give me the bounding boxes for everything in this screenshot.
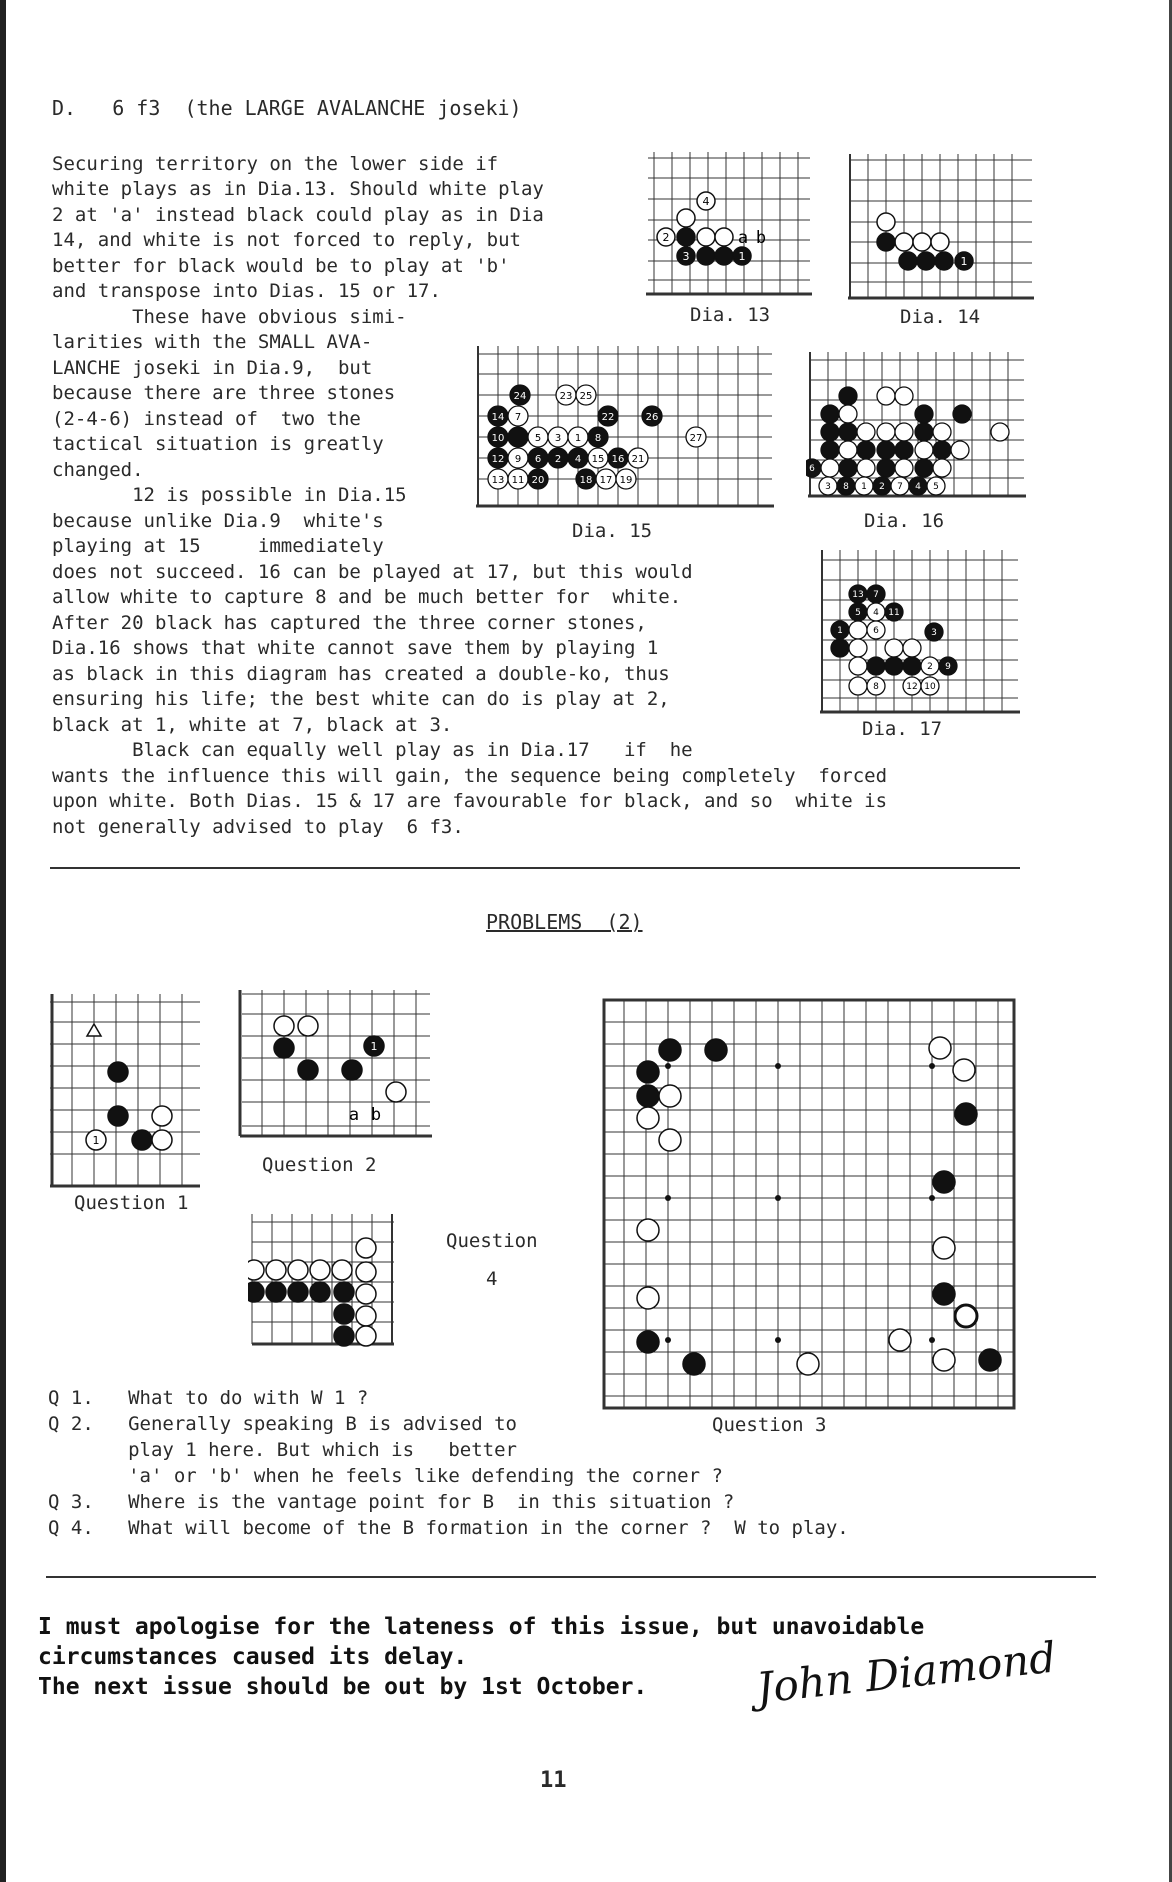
question-caption: 4 xyxy=(486,1268,498,1290)
closing-line: The next issue should be out by 1st October. xyxy=(38,1674,648,1700)
svg-text:23: 23 xyxy=(559,391,573,402)
svg-text:15: 15 xyxy=(591,454,605,465)
svg-text:2: 2 xyxy=(927,662,933,672)
svg-text:7: 7 xyxy=(897,482,903,492)
body-line: Securing territory on the lower side if xyxy=(52,153,499,175)
svg-text:8: 8 xyxy=(843,482,849,492)
body-line: white plays as in Dia.13. Should white play xyxy=(52,178,544,200)
body-line: LANCHE joseki in Dia.9, but xyxy=(52,357,373,379)
svg-text:24: 24 xyxy=(513,391,527,402)
diagram-caption: Dia. 17 xyxy=(862,718,943,740)
question-caption: Question 1 xyxy=(74,1192,189,1214)
body-line: tactical situation is greatly xyxy=(52,433,384,455)
body-line: (2-4-6) instead of two the xyxy=(52,408,361,430)
svg-text:10: 10 xyxy=(924,682,936,692)
body-line: ensuring his life; the best white can do is play at 2, xyxy=(52,688,670,710)
body-line: playing at 15 immediately xyxy=(52,535,384,557)
divider xyxy=(50,867,1020,869)
body-line: allow white to capture 8 and be much better for white. xyxy=(52,586,682,608)
closing-line: I must apologise for the lateness of this issue, but unavoidable xyxy=(38,1614,925,1640)
svg-text:18: 18 xyxy=(579,475,593,486)
body-line: does not succeed. 16 can be played at 17, but this would xyxy=(52,561,693,583)
svg-text:16: 16 xyxy=(611,454,625,465)
body-line: Dia.16 shows that white cannot save them by playing 1 xyxy=(52,637,659,659)
body-line: because unlike Dia.9 white's xyxy=(52,510,384,532)
go-diagram-dia15 xyxy=(474,344,776,514)
body-line: larities with the SMALL AVA- xyxy=(52,331,373,353)
point-label-a: a xyxy=(737,228,749,248)
svg-text:12: 12 xyxy=(491,454,505,465)
closing-line: circumstances caused its delay. xyxy=(38,1644,468,1670)
svg-text:1: 1 xyxy=(738,250,746,263)
svg-text:19: 19 xyxy=(619,475,633,486)
section-heading: D. 6 f3 (the LARGE AVALANCHE joseki) xyxy=(52,96,522,120)
svg-text:2: 2 xyxy=(554,454,562,465)
svg-text:11: 11 xyxy=(511,475,525,486)
divider xyxy=(46,1576,1096,1578)
svg-text:3: 3 xyxy=(825,482,831,492)
svg-text:17: 17 xyxy=(599,475,613,486)
body-line: 2 at 'a' instead black could play as in Dia xyxy=(52,204,544,226)
svg-text:22: 22 xyxy=(601,412,615,423)
question-line: Q 2. Generally speaking B is advised to xyxy=(48,1413,517,1435)
point-label-a: a xyxy=(348,1105,360,1125)
svg-text:5: 5 xyxy=(534,433,542,444)
svg-text:1: 1 xyxy=(92,1134,100,1147)
body-line: wants the influence this will gain, the sequence being completely forced xyxy=(52,765,888,787)
svg-text:8: 8 xyxy=(594,433,602,444)
svg-text:27: 27 xyxy=(689,433,703,444)
svg-text:2: 2 xyxy=(662,231,670,244)
body-line: upon white. Both Dias. 15 & 17 are favourable for black, and so white is xyxy=(52,790,888,812)
go-problem-q2 xyxy=(238,990,434,1140)
svg-text:6: 6 xyxy=(873,626,879,636)
svg-text:4: 4 xyxy=(915,482,921,492)
body-line: 14, and white is not forced to reply, but xyxy=(52,229,521,251)
go-problem-q1 xyxy=(50,994,202,1190)
svg-text:14: 14 xyxy=(491,412,505,423)
svg-text:26: 26 xyxy=(645,412,659,423)
svg-text:7: 7 xyxy=(514,412,522,423)
question-line: Q 3. Where is the vantage point for B in this situation ? xyxy=(48,1491,735,1513)
diagram-caption: Dia. 14 xyxy=(900,306,981,328)
point-label-b: b xyxy=(370,1105,382,1125)
body-line: and transpose into Dias. 15 or 17. xyxy=(52,280,441,302)
body-line: 12 is possible in Dia.15 xyxy=(52,484,407,506)
question-caption: Question 2 xyxy=(262,1154,377,1176)
svg-text:3: 3 xyxy=(931,628,937,638)
signature: John Diamond xyxy=(754,1632,1059,1713)
svg-text:4: 4 xyxy=(574,454,582,465)
body-line: These have obvious simi- xyxy=(52,306,407,328)
svg-text:4: 4 xyxy=(873,608,879,618)
svg-text:21: 21 xyxy=(631,454,645,465)
body-line: because there are three stones xyxy=(52,382,396,404)
svg-text:8: 8 xyxy=(873,682,879,692)
svg-text:1: 1 xyxy=(370,1040,378,1053)
question-line: 'a' or 'b' when he feels like defending the corner ? xyxy=(48,1465,723,1487)
svg-text:25: 25 xyxy=(579,391,593,402)
body-line: as black in this diagram has created a double-ko, thus xyxy=(52,663,670,685)
go-diagram-dia14 xyxy=(846,152,1036,302)
body-line: Black can equally well play as in Dia.17 if he xyxy=(52,739,693,761)
svg-text:1: 1 xyxy=(861,482,867,492)
svg-text:6: 6 xyxy=(809,464,815,474)
svg-text:3: 3 xyxy=(682,250,690,263)
go-problem-q4 xyxy=(248,1214,398,1348)
svg-text:3: 3 xyxy=(554,433,562,444)
go-diagram-dia17 xyxy=(818,546,1022,716)
go-diagram-dia13 xyxy=(644,150,814,298)
body-line: After 20 black has captured the three corner stones, xyxy=(52,612,647,634)
svg-text:5: 5 xyxy=(933,482,939,492)
diagram-caption: Dia. 16 xyxy=(864,510,945,532)
diagram-caption: Dia. 15 xyxy=(572,520,653,542)
page-number: 11 xyxy=(540,1768,567,1793)
svg-text:1: 1 xyxy=(960,255,968,268)
body-line: not generally advised to play 6 f3. xyxy=(52,816,464,838)
question-line: play 1 here. But which is better xyxy=(48,1439,517,1461)
svg-text:4: 4 xyxy=(702,195,710,208)
question-caption: Question xyxy=(446,1230,538,1252)
svg-text:9: 9 xyxy=(945,662,951,672)
svg-text:12: 12 xyxy=(906,682,918,692)
svg-text:10: 10 xyxy=(491,433,505,444)
svg-text:7: 7 xyxy=(873,590,879,600)
svg-text:13: 13 xyxy=(852,590,864,600)
go-diagram-dia16 xyxy=(806,350,1028,502)
question-caption: Question 3 xyxy=(712,1414,827,1436)
svg-text:6: 6 xyxy=(534,454,542,465)
question-line: Q 1. What to do with W 1 ? xyxy=(48,1387,369,1409)
problems-title: PROBLEMS (2) xyxy=(486,910,643,934)
svg-text:9: 9 xyxy=(514,454,522,465)
body-line: better for black would be to play at 'b' xyxy=(52,255,510,277)
body-line: changed. xyxy=(52,459,144,481)
svg-text:1: 1 xyxy=(574,433,582,444)
svg-text:13: 13 xyxy=(491,475,505,486)
question-line: Q 4. What will become of the B formation in the corner ? W to play. xyxy=(48,1517,849,1539)
svg-text:20: 20 xyxy=(531,475,545,486)
diagram-caption: Dia. 13 xyxy=(690,304,771,326)
svg-text:2: 2 xyxy=(879,482,885,492)
body-line: black at 1, white at 7, black at 3. xyxy=(52,714,453,736)
point-label-b: b xyxy=(755,228,767,248)
svg-text:5: 5 xyxy=(855,608,861,618)
svg-text:11: 11 xyxy=(888,608,900,618)
svg-text:1: 1 xyxy=(837,626,843,636)
go-problem-q3 xyxy=(602,998,1016,1412)
